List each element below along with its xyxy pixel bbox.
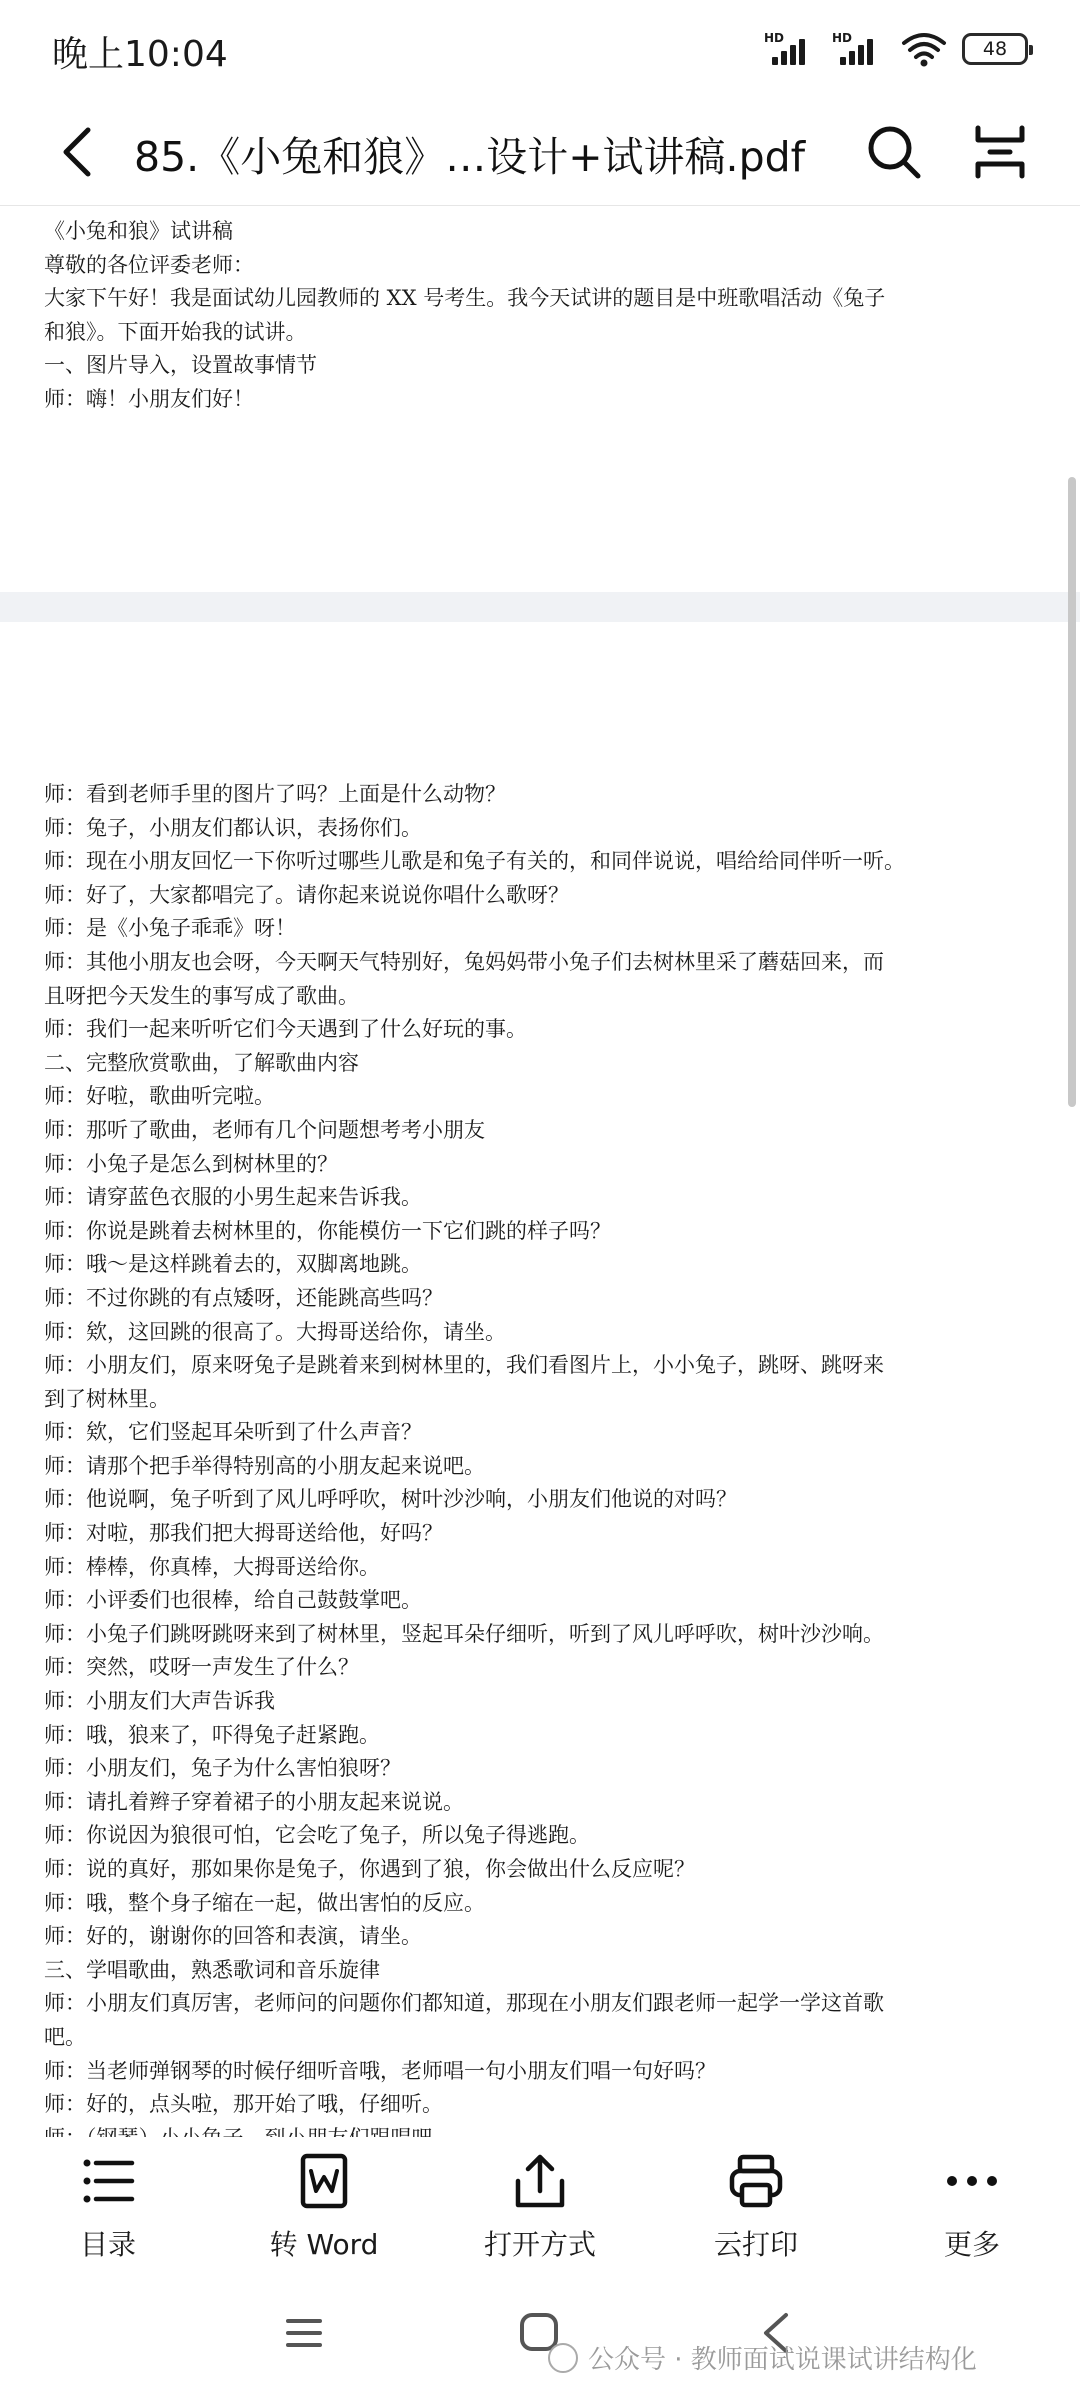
system-nav-bar — [0, 2287, 1080, 2401]
page-separator — [0, 592, 1080, 622]
document-line: 师：请穿蓝色衣服的小男生起来告诉我。 — [44, 1185, 422, 1210]
document-line: 师：他说啊，兔子听到了风儿呼呼吹，树叶沙沙响，小朋友们他说的对吗？ — [44, 1487, 737, 1512]
document-line: 大家下午好！我是面试幼儿园教师的 XX 号考生。我今天试讲的题目是中班歌唱活动《兔子 — [44, 286, 886, 311]
toolbar-more-button[interactable] — [882, 2151, 1062, 2281]
back-button[interactable] — [50, 122, 110, 182]
document-line: 师：小朋友们大声告诉我 — [44, 1689, 275, 1714]
document-line: 师：嗨！小朋友们好！ — [44, 386, 254, 411]
document-line: 师：好了，大家都唱完了。请你起来说说你唱什么歌呀？ — [44, 882, 569, 907]
document-line: 二、完整欣赏歌曲，了解歌曲内容 — [44, 1050, 359, 1075]
document-line: 师：欸，它们竖起耳朵听到了什么声音？ — [44, 1420, 422, 1445]
status-time: 晚上10:04 — [52, 34, 228, 75]
toolbar-label: 转 Word — [269, 2228, 379, 2261]
pdf-page-2 — [44, 778, 1044, 2155]
document-line: 师：小评委们也很棒，给自己鼓鼓掌吧。 — [44, 1588, 422, 1613]
document-line: 师：小兔子们跳呀跳呀来到了树林里，竖起耳朵仔细听，听到了风儿呼呼吹，树叶沙沙响。 — [44, 1621, 884, 1646]
watermark-text: 公众号 · 教师面试说课试讲结构化 — [588, 2345, 977, 2375]
document-line: 师：看到老师手里的图片了吗？上面是什么动物？ — [44, 782, 506, 806]
document-line: 师：是《小兔子乖乖》呀！ — [44, 916, 296, 941]
toolbar-label: 更多 — [943, 2228, 1000, 2261]
menu-icon[interactable] — [284, 2313, 324, 2353]
document-line: 尊敬的各位评委老师： — [44, 252, 254, 277]
document-line: 师：我们一起来听听它们今天遇到了什么好玩的事。 — [44, 1017, 527, 1042]
wifi-icon — [900, 29, 948, 69]
document-line: 到了树林里。 — [44, 1386, 170, 1411]
document-line: 和狼》。下面开始我的试讲。 — [44, 319, 307, 344]
printer-icon — [726, 2151, 786, 2211]
document-line: 师：你说是跳着去树林里的，你能模仿一下它们跳的样子吗？ — [44, 1218, 611, 1243]
signal-icon — [764, 29, 818, 69]
document-line: 且呀把今天发生的事写成了歌曲。 — [44, 983, 359, 1008]
document-line: 师：那听了歌曲，老师有几个问题想考考小朋友 — [44, 1117, 485, 1142]
search-button[interactable] — [862, 120, 926, 184]
document-line: 师：好的，点头啦，那开始了哦，仔细听。 — [44, 2092, 443, 2117]
toolbar-label: 打开方式 — [483, 2228, 596, 2261]
document-title: 85.《小兔和狼》…设计+试讲稿.pdf — [134, 133, 806, 181]
document-line: 师：好的，谢谢你的回答和表演，请坐。 — [44, 1924, 422, 1949]
document-line: 师：说的真好，那如果你是兔子，你遇到了狼，你会做出什么反应呢？ — [44, 1857, 695, 1881]
wechat-icon — [548, 2343, 578, 2373]
document-line: 师：请那个把手举得特别高的小朋友起来说吧。 — [44, 1453, 485, 1478]
document-line: 三、学唱歌曲，熟悉歌词和音乐旋律 — [44, 1957, 380, 1982]
battery-indicator: 48 — [962, 33, 1028, 65]
document-line: 师：其他小朋友也会呀，今天啊天气特别好，兔妈妈带小兔子们去树林里采了蘑菇回来，而 — [44, 949, 884, 974]
document-line: 师：欸，这回跳的很高了。大拇哥送给你，请坐。 — [44, 1319, 506, 1344]
document-line: 师：不过你跳的有点矮呀，还能跳高些吗？ — [44, 1285, 443, 1310]
bottom-toolbar — [0, 2137, 1080, 2287]
document-line: 师：请扎着辫子穿着裙子的小朋友起来说说。 — [44, 1789, 464, 1814]
pdf-viewer[interactable] — [0, 207, 1080, 2137]
document-line: 师：小朋友们，兔子为什么害怕狼呀？ — [44, 1756, 401, 1781]
document-line: 师：对啦，那我们把大拇哥送给他，好吗？ — [44, 1521, 443, 1546]
document-line: 吧。 — [44, 2024, 86, 2049]
watermark — [548, 2339, 977, 2376]
title-bar — [0, 100, 1080, 206]
status-bar — [0, 0, 1080, 100]
word-icon — [294, 2151, 354, 2211]
toolbar-label: 云打印 — [713, 2228, 798, 2261]
document-line: 师：现在小朋友回忆一下你听过哪些儿歌是和兔子有关的，和同伴说说，唱给给同伴听一听。 — [44, 849, 905, 874]
document-line: 师：突然，哎呀一声发生了什么？ — [44, 1655, 359, 1680]
document-line: 师：你说因为狼很可怕，它会吃了兔子，所以兔子得逃跑。 — [44, 1823, 590, 1848]
document-line: 师：小兔子是怎么到树林里的？ — [44, 1151, 338, 1176]
document-line: 师：棒棒，你真棒，大拇哥送给你。 — [44, 1554, 380, 1579]
signal-hd-label: HD — [764, 31, 785, 45]
toolbar-word-button[interactable] — [234, 2151, 414, 2281]
share-icon — [510, 2151, 570, 2211]
document-line: 师：哦～是这样跳着去的，双脚离地跳。 — [44, 1252, 422, 1277]
document-line: 师：哦，整个身子缩在一起，做出害怕的反应。 — [44, 1890, 485, 1915]
document-line: 师：小朋友们真厉害，老师问的问题你们都知道，那现在小朋友们跟老师一起学一学这首歌 — [44, 1991, 884, 2016]
document-line: 师：当老师弹钢琴的时候仔细听音哦，老师唱一句小朋友们唱一句好吗？ — [44, 2058, 716, 2083]
document-line: 师：哦，狼来了，吓得兔子赶紧跑。 — [44, 1722, 380, 1747]
list-icon — [78, 2151, 138, 2211]
scrollbar-thumb[interactable] — [1068, 477, 1076, 1107]
status-icons — [764, 26, 1028, 72]
expand-button[interactable] — [968, 120, 1032, 184]
document-line: 师：小朋友们，原来呀兔子是跳着来到树林里的，我们看图片上，小小兔子，跳呀、跳呀来 — [44, 1353, 884, 1378]
document-line: 师：兔子，小朋友们都认识，表扬你们。 — [44, 815, 422, 840]
document-line: 《小兔和狼》试讲稿 — [44, 219, 233, 243]
toolbar-contents-button[interactable] — [18, 2151, 198, 2281]
toolbar-label: 目录 — [79, 2228, 136, 2261]
signal-icon — [832, 29, 886, 69]
document-line: 一、图片导入，设置故事情节 — [44, 353, 317, 378]
toolbar-cloud-print-button[interactable] — [666, 2151, 846, 2281]
pdf-page-1 — [44, 215, 1044, 417]
more-icon — [942, 2151, 1002, 2211]
document-line: 师：好啦，歌曲听完啦。 — [44, 1084, 275, 1109]
signal-hd-label: HD — [832, 31, 853, 45]
toolbar-open-with-button[interactable] — [450, 2151, 630, 2281]
